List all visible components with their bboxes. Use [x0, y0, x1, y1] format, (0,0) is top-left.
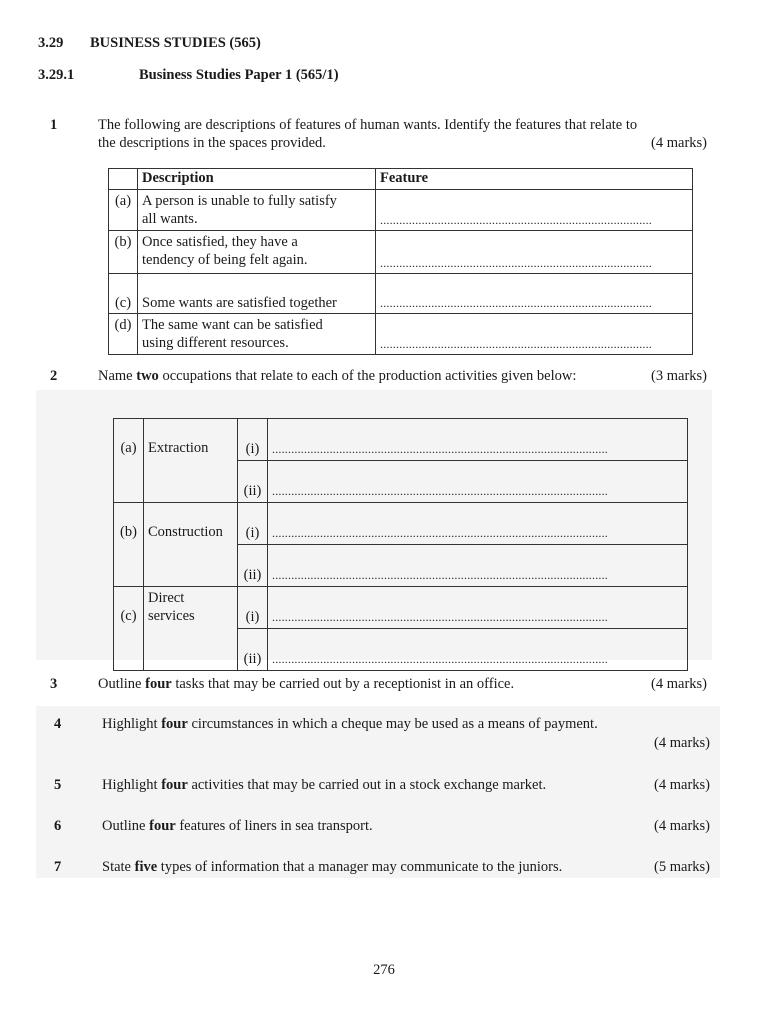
q2-marks: (3 marks)	[651, 368, 707, 384]
q6-text: Outline four features of liners in sea transport.	[102, 818, 373, 834]
q2-activity: Construction	[144, 503, 238, 587]
table-row	[114, 587, 688, 629]
q1-answer-line[interactable]: .....................................................................................	[376, 314, 693, 355]
q1-number: 1	[50, 117, 58, 133]
q5-number: 5	[54, 777, 62, 793]
q1-row-label: (a)	[109, 190, 138, 231]
q1-row-description: The same want can be satisfied using different resources.	[138, 314, 376, 355]
q2-answer-line[interactable]: .........................................................................................................	[268, 587, 688, 629]
q3-text: Outline four tasks that may be carried out by a receptionist in an office.	[98, 676, 515, 692]
q1-row-label: (b)	[109, 231, 138, 274]
table-row	[109, 190, 693, 231]
q4-number: 4	[54, 716, 62, 732]
subsection-number: 3.29.1	[38, 67, 75, 83]
q5-text: Highlight four activities that may be carried out in a stock exchange market.	[102, 777, 547, 793]
q4-text: Highlight four circumstances in which a cheque may be used as a means of payment.	[102, 716, 598, 732]
q1-header-blank	[109, 169, 138, 190]
q1-text-line2: the descriptions in the spaces provided.	[98, 135, 326, 151]
q6-marks: (4 marks)	[654, 818, 710, 834]
section-number: 3.29	[38, 35, 64, 51]
q1-header-feature: Feature	[376, 169, 693, 190]
q1-row-description: Once satisfied, they have a tendency of being felt again.	[138, 231, 376, 274]
q4-marks: (4 marks)	[654, 735, 710, 751]
table-row	[109, 314, 693, 355]
q1-answer-line[interactable]: .....................................................................................	[376, 231, 693, 274]
q2-text: Name two occupations that relate to each of the production activities given below:	[98, 368, 577, 384]
q2-sub-label: (i)	[238, 419, 268, 461]
q1-row-description: A person is unable to fully satisfy all wants.	[138, 190, 376, 231]
q1-answer-line[interactable]: .....................................................................................	[376, 274, 693, 314]
page-number: 276	[373, 962, 395, 978]
q5-marks: (4 marks)	[654, 777, 710, 793]
table-row	[114, 419, 688, 461]
q1-row-description: Some wants are satisfied together	[138, 274, 376, 314]
q1-table	[108, 168, 693, 355]
q1-answer-line[interactable]: .....................................................................................	[376, 190, 693, 231]
q2-sub-label: (ii)	[238, 461, 268, 503]
q2-table	[113, 418, 688, 671]
q2-answer-line[interactable]: .........................................................................................................	[268, 629, 688, 671]
q1-row-label: (d)	[109, 314, 138, 355]
table-row	[109, 274, 693, 314]
q2-answer-line[interactable]: .........................................................................................................	[268, 503, 688, 545]
q2-sub-label: (i)	[238, 503, 268, 545]
q7-number: 7	[54, 859, 62, 875]
q2-activity: Direct services	[144, 587, 238, 671]
q2-sub-label: (i)	[238, 587, 268, 629]
subsection-title: Business Studies Paper 1 (565/1)	[139, 67, 339, 83]
q2-answer-line[interactable]: .........................................................................................................	[268, 419, 688, 461]
q7-text: State five types of information that a manager may communicate to the juniors.	[102, 859, 563, 875]
section-title: BUSINESS STUDIES (565)	[90, 35, 261, 51]
q2-row-label: (c)	[114, 587, 144, 671]
q6-number: 6	[54, 818, 62, 834]
q2-sub-label: (ii)	[238, 545, 268, 587]
q1-marks: (4 marks)	[651, 135, 707, 151]
q1-header-description: Description	[138, 169, 376, 190]
q1-text-line1: The following are descriptions of features of human wants. Identify the features that relate to	[98, 117, 638, 133]
q2-sub-label: (ii)	[238, 629, 268, 671]
q2-activity: Extraction	[144, 419, 238, 503]
q2-row-label: (a)	[114, 419, 144, 503]
q2-answer-line[interactable]: .........................................................................................................	[268, 545, 688, 587]
q3-marks: (4 marks)	[651, 676, 707, 692]
table-row	[114, 503, 688, 545]
table-row	[109, 231, 693, 274]
q3-number: 3	[50, 676, 58, 692]
q2-answer-line[interactable]: .........................................................................................................	[268, 461, 688, 503]
q2-row-label: (b)	[114, 503, 144, 587]
q7-marks: (5 marks)	[654, 859, 710, 875]
q2-number: 2	[50, 368, 58, 384]
q1-row-label: (c)	[109, 274, 138, 314]
